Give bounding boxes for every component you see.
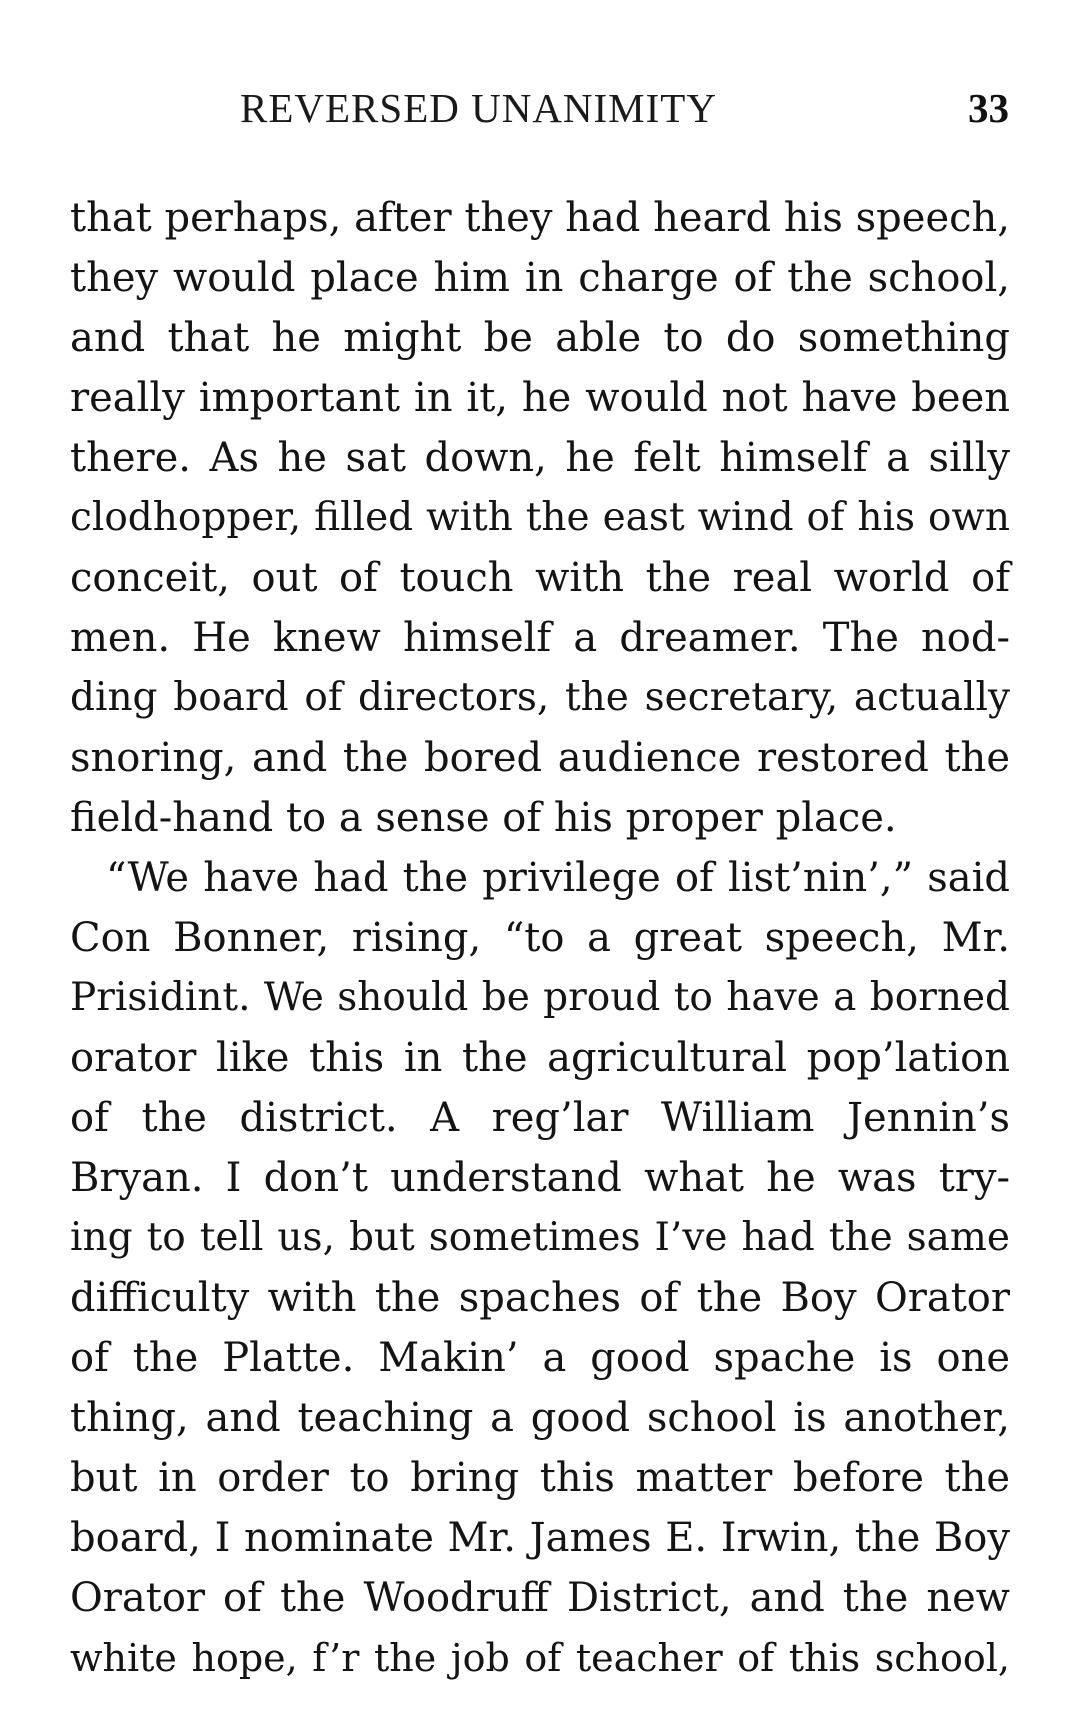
page-number: 33 <box>968 85 1009 131</box>
text-line: they would place him in charge of the school, <box>70 255 1010 301</box>
page-header <box>0 84 1071 144</box>
text-line: conceit, out of touch with the real world of <box>70 555 1010 601</box>
text-line: ding board of directors, the secretary, actually <box>70 675 1010 720</box>
text-line: of the Platte. Makin’ a good spache is one <box>70 1335 1010 1381</box>
text-line: but in order to bring this matter before the <box>70 1455 1010 1501</box>
text-line: of the district. A reg’lar William Jennin’s <box>70 1095 1010 1141</box>
text-line: ing to tell us, but sometimes I’ve had the same <box>70 1215 1010 1260</box>
text-line: board, I nominate Mr. James E. Irwin, the Boy <box>70 1515 1010 1561</box>
text-line: orator like this in the agricultural pop’lation <box>70 1035 1010 1081</box>
text-line: men. He knew himself a dreamer. The nod- <box>70 615 1010 661</box>
running-title: REVERSED UNANIMITY <box>240 85 717 131</box>
text-line: difficulty with the spaches of the Boy Orator <box>70 1275 1010 1321</box>
text-line: white hope, f’r the job of teacher of this school, <box>70 1636 1010 1680</box>
text-line: Bryan. I don’t understand what he was try- <box>70 1155 1010 1201</box>
text-line: “We have had the privilege of list’nin’,” said <box>106 855 1010 901</box>
text-line: that perhaps, after they had heard his speech, <box>70 195 1010 241</box>
text-line: field-hand to a sense of his proper place. <box>70 795 897 841</box>
text-line: Con Bonner, rising, “to a great speech, Mr. <box>70 915 1010 961</box>
body-text <box>70 188 1010 1688</box>
text-line: really important in it, he would not have been <box>70 375 1010 421</box>
text-line: clodhopper, filled with the east wind of his own <box>70 495 1010 540</box>
text-line: and that he might be able to do something <box>70 315 1010 361</box>
text-line: there. As he sat down, he felt himself a silly <box>70 435 1010 481</box>
text-line: thing, and teaching a good school is another, <box>70 1395 1010 1441</box>
text-line: snoring, and the bored audience restored the <box>70 735 1010 781</box>
text-line: Orator of the Woodruff District, and the new <box>70 1575 1010 1621</box>
text-line: Prisidint. We should be proud to have a borned <box>70 975 1010 1020</box>
